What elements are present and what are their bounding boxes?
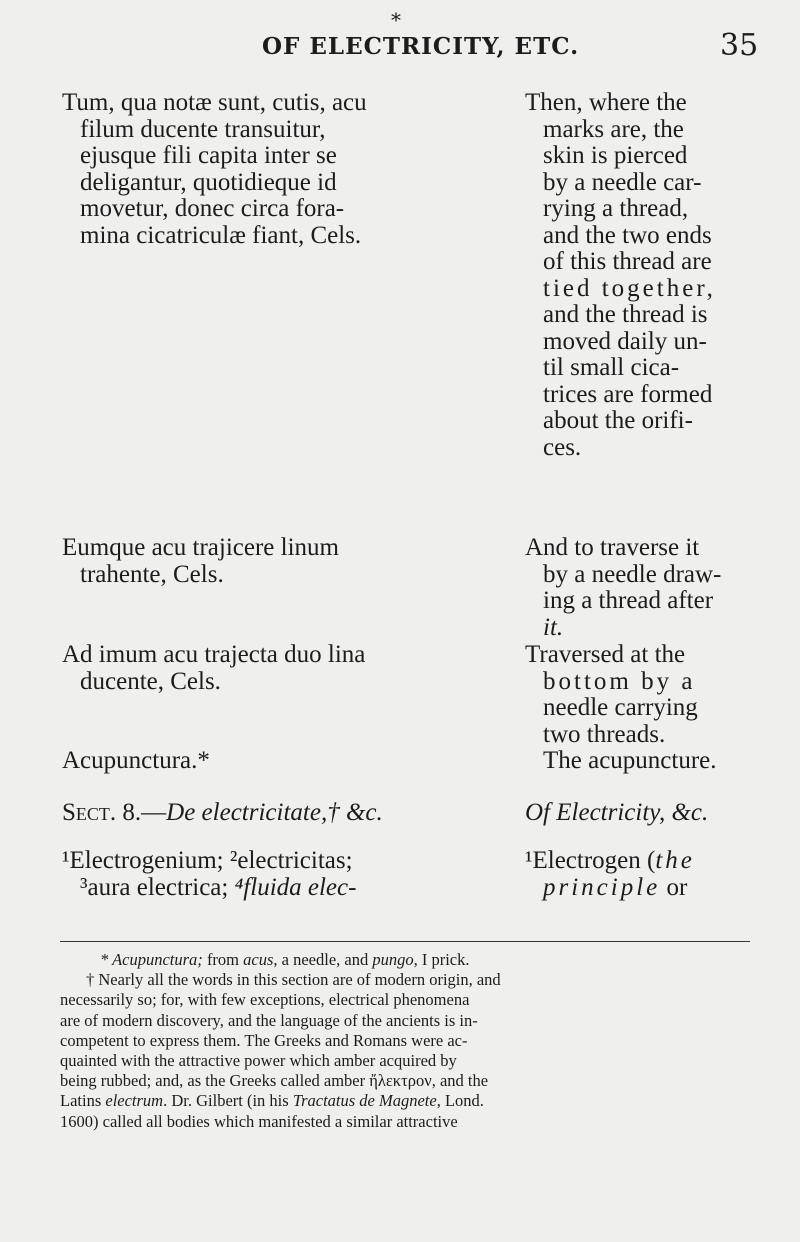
footnote-term: acus (243, 950, 274, 969)
latin-line: movetur, donec circa fora- (80, 195, 345, 222)
english-line: needle carrying (543, 694, 698, 721)
section-heading-latin-line (62, 800, 522, 827)
english-line (525, 875, 735, 902)
section-latin-title: De electricitate,† &c. (166, 799, 383, 826)
english-line: moved daily un- (543, 327, 707, 355)
english-line: Then, where the (525, 89, 687, 116)
english-line: by a needle draw- (543, 560, 722, 588)
latin-entry-2 (62, 535, 522, 588)
latin-line: mina cicatriculæ fiant, Cels. (80, 221, 362, 249)
footnote-line: necessarily so; for, with few exceptions, electrical phenomena (60, 990, 470, 1010)
footnote-line: † Nearly all the words in this section are of modern origin, and (86, 970, 501, 990)
footnote-line: being rubbed; and, as the Greeks called amber ἤλεκτρον, and the (60, 1071, 489, 1091)
footnote-text: Latins (60, 1091, 106, 1111)
footnote-1-term: * Acupunctura; (100, 950, 203, 969)
english-line-text: and the thread is (543, 301, 708, 328)
english-line: The acupuncture. (543, 747, 717, 774)
footnote-text: , a needle, and (273, 950, 373, 969)
english-entry-3 (525, 642, 735, 748)
english-entry-4 (525, 748, 735, 775)
footnote-line: quainted with the attractive power which amber acquired by (60, 1051, 457, 1071)
footnote-line (60, 1091, 750, 1111)
section-number: Sect. 8.— (62, 799, 167, 826)
english-line: Traversed at the (525, 641, 686, 668)
latin-line: Ad imum acu trajecta duo lina (62, 641, 366, 668)
latin-entry-4 (62, 748, 522, 775)
english-line: it. (543, 613, 564, 641)
footnote-term: pungo (372, 950, 414, 969)
footnote-line: are of modern discovery, and the language of the ancients is in- (60, 1010, 478, 1030)
latin-entry-3 (62, 642, 522, 695)
page-number: 35 (720, 28, 759, 63)
latin-line (62, 875, 522, 902)
english-line: trices are formed (543, 380, 713, 408)
footnote-line: competent to express them. The Greeks and Romans were ac- (60, 1030, 468, 1050)
english-entry-1 (525, 90, 735, 461)
english-line: marks are, the (543, 115, 684, 143)
footnote-1 (60, 950, 750, 970)
running-title: OF ELECTRICITY, ETC. (262, 33, 580, 60)
english-line-part: or (660, 873, 688, 901)
english-line (525, 848, 735, 875)
latin-line: ducente, Cels. (80, 667, 221, 695)
english-line-part: ¹Electrogen ( (525, 847, 656, 874)
footnote-text: , Lond. (436, 1091, 484, 1111)
latin-entry-5 (62, 848, 522, 901)
footnote-text: , I prick. (413, 950, 470, 969)
english-line: ces. (543, 433, 582, 461)
english-entry-5 (525, 848, 735, 901)
english-line (525, 302, 735, 329)
latin-line: filum ducente transuitur, (80, 115, 326, 143)
section-english-title: Of Electricity, &c. (525, 799, 709, 826)
running-header (0, 10, 800, 86)
header-mark: * (391, 8, 401, 32)
latin-line-part-italic: ⁴fluida elec- (234, 873, 357, 901)
footnote-text: from (202, 950, 244, 969)
english-line: by a needle car- (543, 168, 702, 196)
section-heading-english (525, 800, 735, 827)
english-line-part-italic: the (655, 847, 695, 874)
english-line-part-italic: principle (543, 873, 661, 901)
english-line: rying a thread, (543, 195, 689, 222)
english-line: about the orifi- (543, 407, 693, 434)
latin-line: Eumque acu trajicere linum (62, 534, 339, 561)
latin-entry-1 (62, 90, 522, 249)
footnote-rule (60, 941, 750, 942)
english-entry-2 (525, 535, 735, 641)
latin-line: ¹Electrogenium; ²electricitas; (62, 847, 353, 874)
section-heading-latin (62, 800, 522, 827)
english-line: tied together, (543, 274, 716, 302)
latin-line: Tum, qua notæ sunt, cutis, acu (62, 89, 367, 116)
latin-line: Acupunctura.* (62, 747, 210, 774)
english-line: and the two ends (543, 221, 712, 249)
footnote-2 (60, 970, 750, 1132)
latin-line: deligantur, quotidieque id (80, 168, 337, 196)
latin-line: ejusque fili capita inter se (80, 142, 337, 169)
latin-line: trahente, Cels. (80, 560, 224, 588)
footnote-text: . Dr. Gilbert (in his (163, 1091, 293, 1111)
footnote-term: electrum (105, 1091, 164, 1111)
footnote-line: 1600) called all bodies which manifested a similar attractive (60, 1111, 458, 1131)
english-line: bottom by a (543, 667, 696, 695)
english-line: ing a thread after (543, 587, 714, 614)
english-line: skin is pierced (543, 142, 688, 169)
footnote-term: Tractatus de Magnete (292, 1091, 437, 1111)
footnotes (60, 950, 750, 1132)
english-line: two threads. (543, 720, 666, 748)
english-line: til small cica- (543, 354, 680, 381)
english-line: of this thread are (543, 248, 712, 275)
english-line: And to traverse it (525, 534, 700, 561)
latin-line-part: ³aura electrica; (80, 873, 235, 901)
